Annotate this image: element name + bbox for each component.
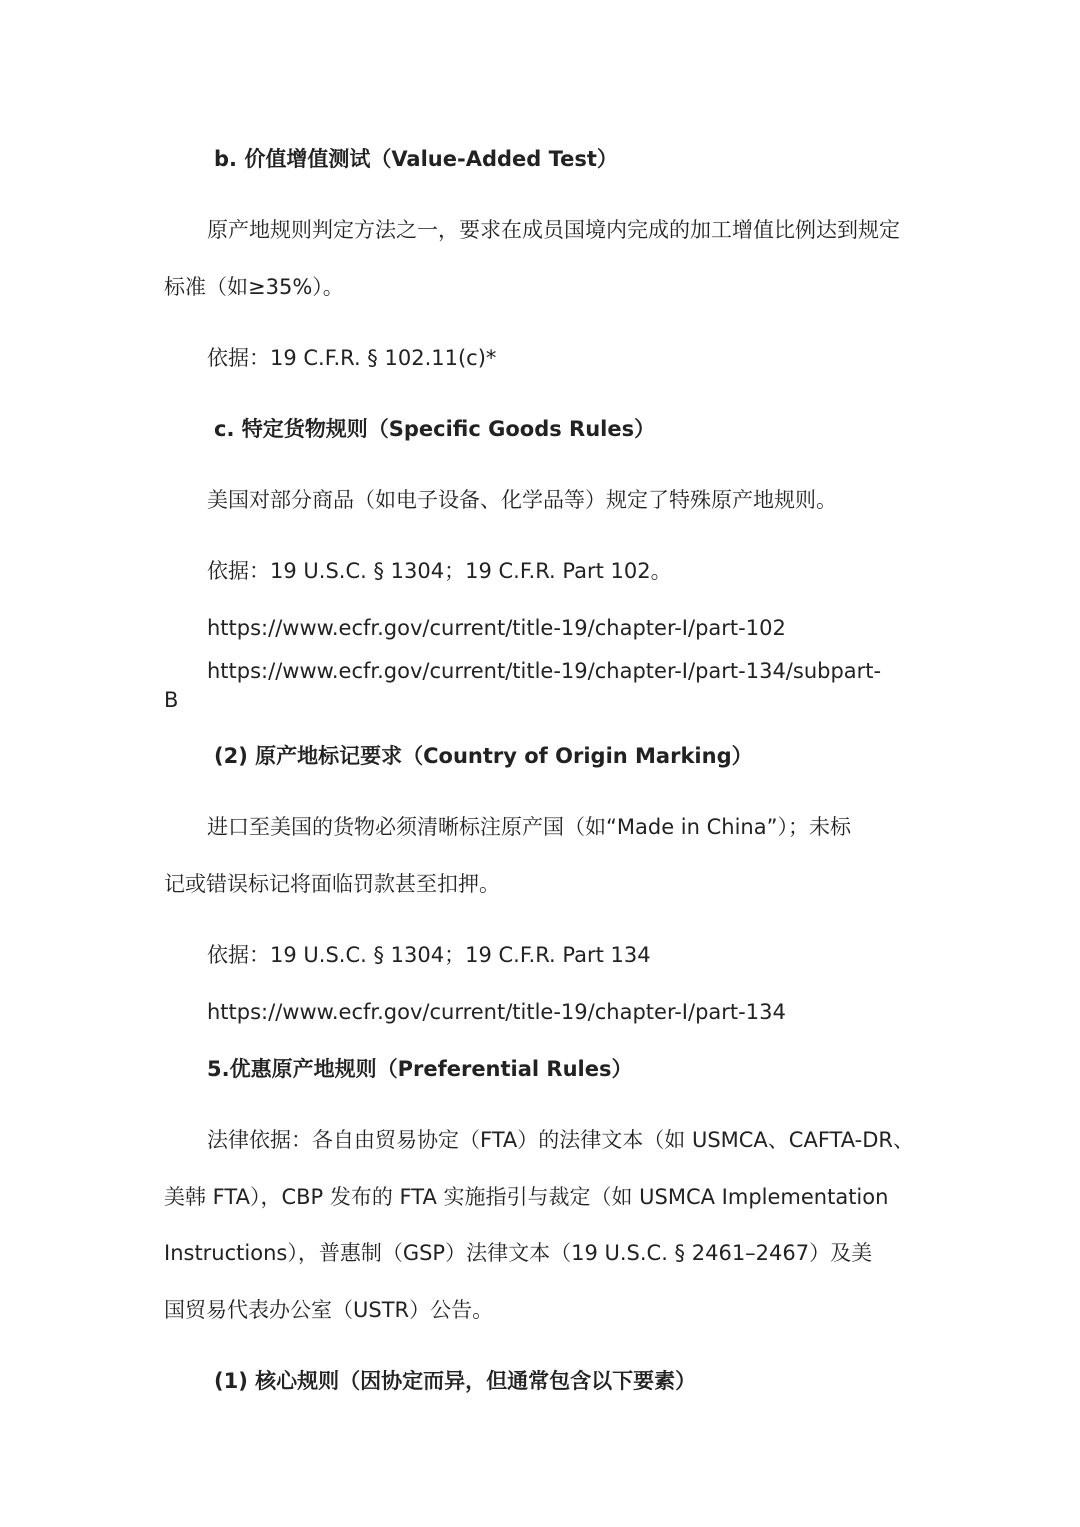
section-5-desc-line4: 国贸易代表办公室（USTR）公告。 (164, 1298, 494, 1322)
section-c-url-2-line2: B (164, 688, 179, 712)
marking-heading: (2) 原产地标记要求（Country of Origin Marking） (214, 744, 753, 768)
marking-url: https://www.ecfr.gov/current/title-19/chapter-I/part-134 (207, 1000, 786, 1024)
section-5-sub-heading: (1) 核心规则（因协定而异，但通常包含以下要素） (214, 1369, 697, 1393)
section-5-desc-line1: 法律依据：各自由贸易协定（FTA）的法律文本（如 USMCA、CAFTA-DR、 (207, 1128, 914, 1152)
section-b-basis: 依据：19 C.F.R. § 102.11(c)* (207, 346, 497, 370)
section-b-heading: b. 价值增值测试（Value-Added Test） (214, 147, 618, 171)
section-5-heading: 5.优惠原产地规则（Preferential Rules） (207, 1057, 633, 1081)
marking-desc-line2: 记或错误标记将面临罚款甚至扣押。 (164, 872, 500, 896)
section-c-heading: c. 特定货物规则（Specific Goods Rules） (214, 417, 656, 441)
section-5-desc-line2: 美韩 FTA），CBP 发布的 FTA 实施指引与裁定（如 USMCA Implementation (164, 1185, 889, 1209)
section-5-desc-line3: Instructions），普惠制（GSP）法律文本（19 U.S.C. § 2461–2467）及美 (164, 1241, 873, 1265)
section-c-url-1: https://www.ecfr.gov/current/title-19/chapter-I/part-102 (207, 616, 786, 640)
section-b-desc-line1: 原产地规则判定方法之一，要求在成员国境内完成的加工增值比例达到规定 (207, 218, 900, 242)
section-c-url-2-line1: https://www.ecfr.gov/current/title-19/chapter-I/part-134/subpart- (207, 659, 882, 683)
section-c-desc: 美国对部分商品（如电子设备、化学品等）规定了特殊原产地规则。 (207, 488, 837, 512)
section-b-desc-line2: 标准（如≥35%）。 (164, 275, 344, 299)
marking-basis: 依据：19 U.S.C. § 1304；19 C.F.R. Part 134 (207, 943, 651, 967)
section-c-basis: 依据：19 U.S.C. § 1304；19 C.F.R. Part 102。 (207, 559, 672, 583)
marking-desc-line1: 进口至美国的货物必须清晰标注原产国（如“Made in China”）；未标 (207, 815, 851, 839)
